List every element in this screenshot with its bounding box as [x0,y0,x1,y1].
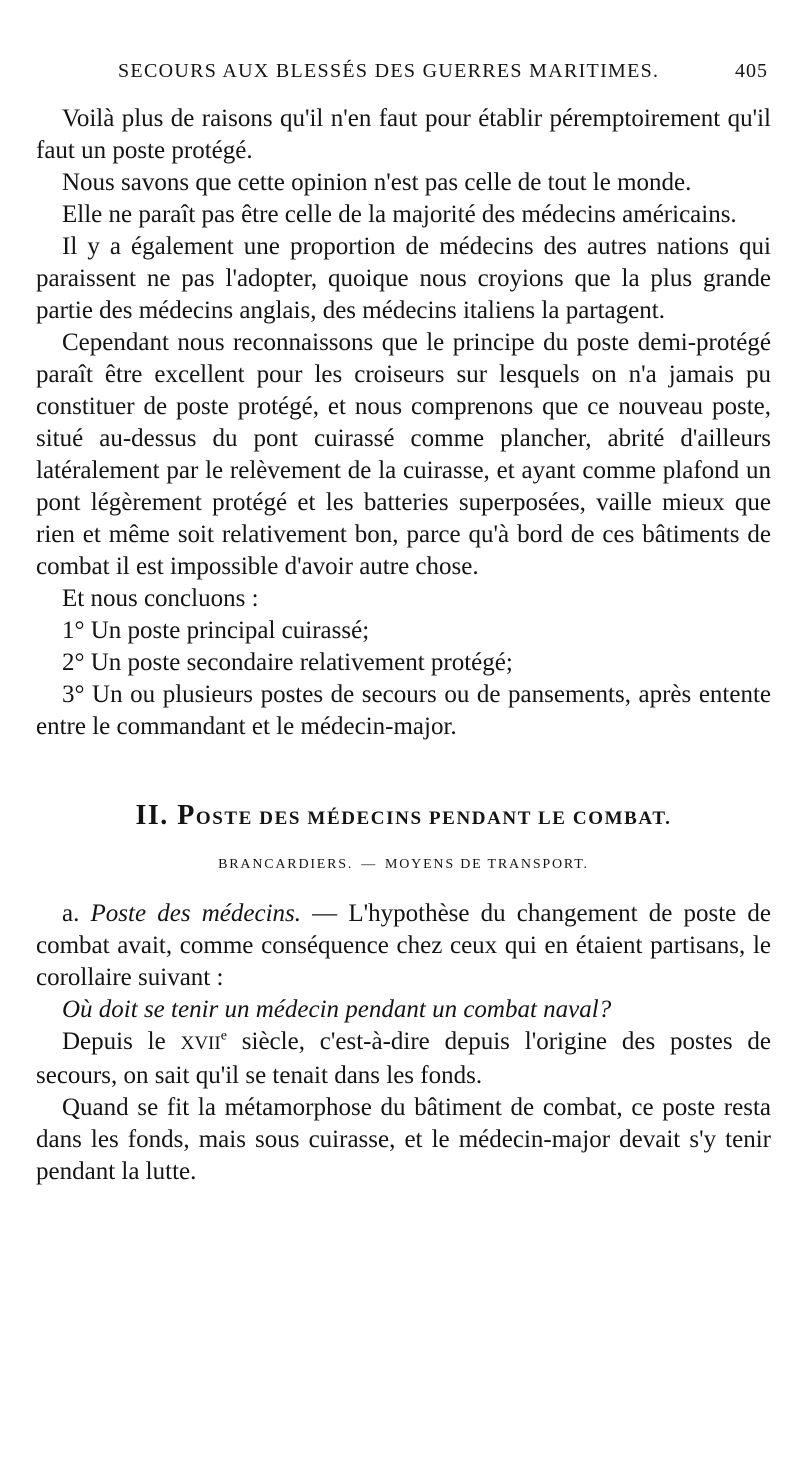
paragraph: Cependant nous reconnaissons que le principe du poste demi-protégé paraît être excellent pour les croiseurs sur lesquels on n'a jamais pu constituer de poste protégé, et nous comprenons que ce nouveau poste, situé au-dessus du pont cuirassé comme plancher, abrité d'ailleurs latéralement par le relèvement de la cuirasse, et ayant comme plafond un pont légèrement protégé et les batteries superposées, vaille mieux que rien et même soit relativement bon, parce qu'à bord de ces bâtiments de combat il est impossible d'avoir autre chose. [36,329,771,580]
paragraph: Et nous concluons : [62,585,259,612]
part-a-text: L'hypothèse du changement de poste de combat avait, comme conséquence chez ceux qui en étaient partisans, le corollaire suivant : [36,900,772,991]
century-after: siècle, c'est-à-dire depuis l'origine des postes de secours, on sait qu'il se tenait dans les fonds. [36,1028,772,1089]
section-title-initial: P [177,800,196,831]
section-subheading [36,854,771,876]
part-a-label: a. [62,900,80,927]
subheading-left: BRANCARDIERS. [218,857,354,872]
page-number: 405 [735,60,768,82]
part-a-dash: — [312,900,338,927]
century-roman: XVII [180,1033,221,1054]
paragraph: Nous savons que cette opinion n'est pas celle de tout le monde. [62,169,692,196]
part-a-title: Poste des médecins. [90,900,301,927]
conclusion-item: 1° Un poste principal cuirassé; [62,617,370,644]
century-before: Depuis le [62,1028,166,1055]
question-line: Où doit se tenir un médecin pendant un combat naval? [62,996,612,1023]
conclusion-item: 2° Un poste secondaire relativement protégé; [62,649,513,676]
paragraph: Elle ne paraît pas être celle de la majorité des médecins américains. [62,201,737,228]
subheading-right: MOYENS DE TRANSPORT. [385,857,589,872]
section-number: II. [135,800,169,831]
body-text [36,103,771,1188]
conclusion-item: 3° Un ou plusieurs postes de secours ou de pansements, après entente entre le commandant et le médecin-major. [36,681,771,740]
century-superscript: e [220,1028,227,1044]
section-title-rest: OSTE DES MÉDECINS PENDANT LE COMBAT. [195,808,672,829]
subheading-dash: — [361,857,377,872]
paragraph: Voilà plus de raisons qu'il n'en faut pour établir péremptoirement qu'il faut un poste protégé. [36,105,771,164]
section-heading [36,799,771,836]
paragraph: Il y a également une proportion de médecins des autres nations qui paraissent ne pas l'adopter, quoique nous croyions que la plus grande partie des médecins anglais, des médecins italiens la partagent. [36,233,771,324]
part-a-paragraph [36,898,771,994]
final-paragraph: Quand se fit la métamorphose du bâtiment de combat, ce poste resta dans les fonds, mais sous cuirasse, et le médecin-major devait s'y tenir pendant la lutte. [36,1094,771,1185]
century-paragraph [36,1026,771,1092]
running-head [118,60,768,90]
running-title: SECOURS AUX BLESSÉS DES GUERRES MARITIMES. [118,60,660,82]
